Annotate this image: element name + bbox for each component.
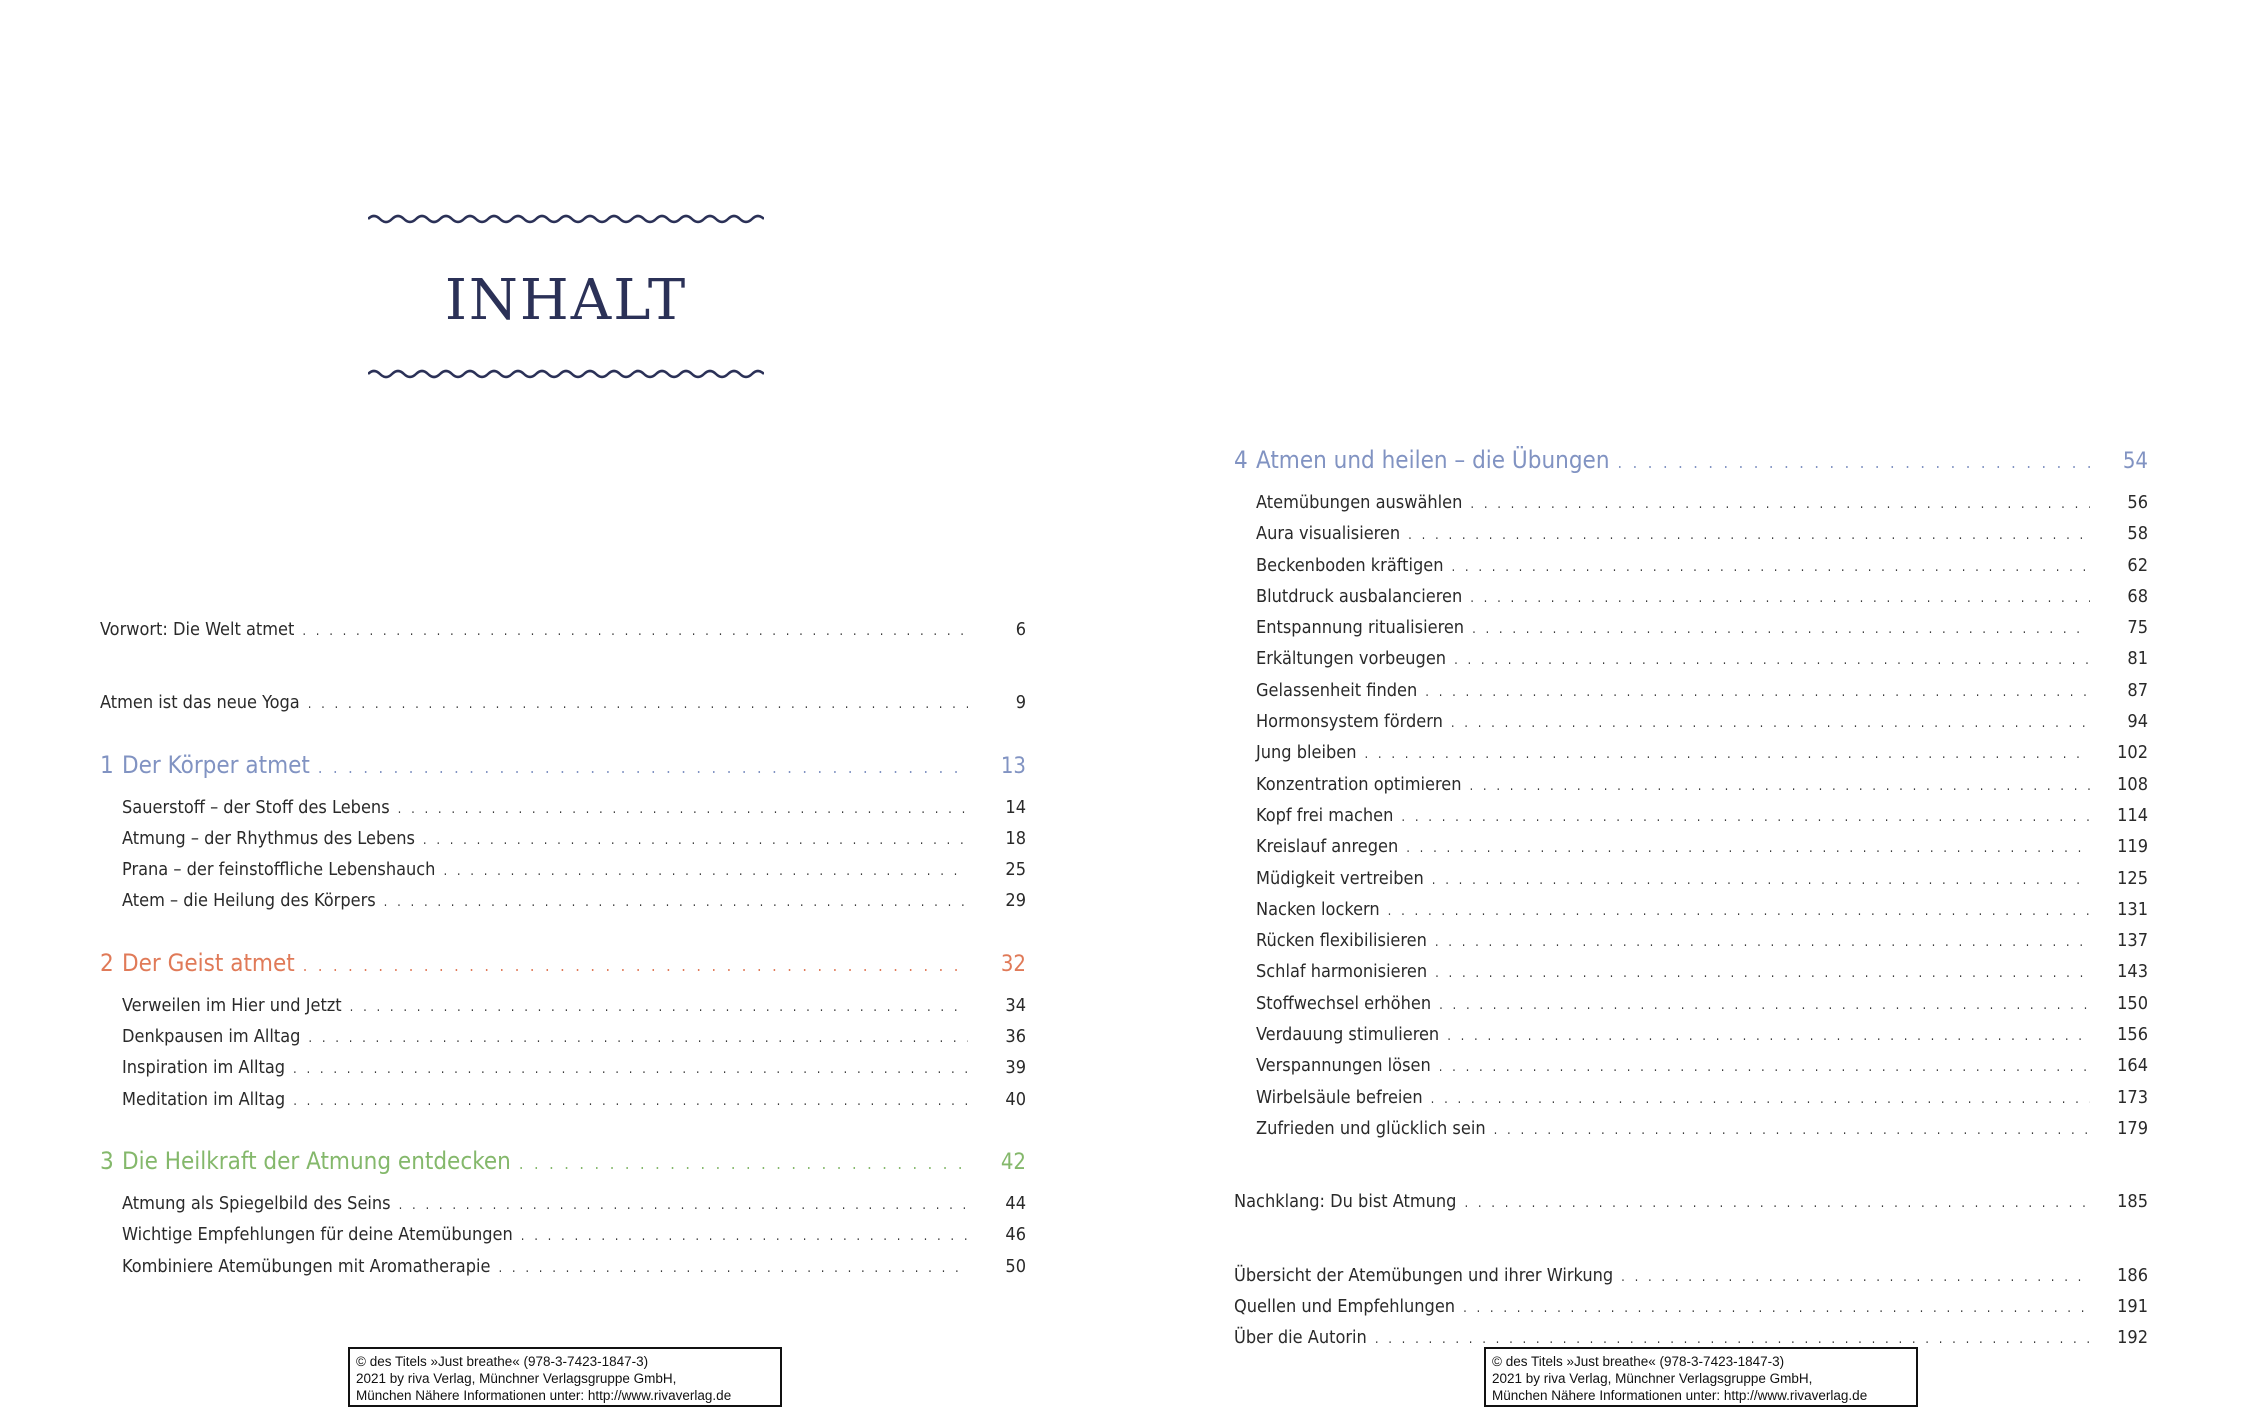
dot-leader [302, 617, 968, 646]
toc-entry-page: 94 [2127, 711, 2148, 733]
toc-entry-page: 173 [2117, 1086, 2148, 1108]
chapter-title: Die Heilkraft der Atmung entdecken [122, 1146, 511, 1175]
toc-entry-page: 131 [2117, 898, 2148, 920]
toc-entry-title: Wirbelsäule befreien [1256, 1086, 1423, 1108]
dot-leader [293, 1055, 968, 1084]
toc-entry[interactable] [1234, 957, 2148, 988]
dot-leader [398, 795, 968, 824]
dot-leader [1469, 772, 2090, 801]
chapter-page: 32 [1000, 951, 1026, 977]
toc-entry-title: Konzentration optimieren [1256, 773, 1462, 795]
toc-entry-page: 68 [2127, 585, 2148, 607]
toc-entry-title: Blutdruck ausbalancieren [1256, 585, 1463, 607]
dot-leader [1464, 1189, 2090, 1218]
dot-leader [1435, 928, 2090, 957]
toc-entry[interactable] [100, 1053, 1026, 1084]
toc-entry-title: Nacken lockern [1256, 898, 1380, 920]
toc-entry-title: Sauerstoff – der Stoff des Lebens [122, 796, 390, 818]
toc-entry-page: 75 [2127, 617, 2148, 639]
toc-entry-page: 137 [2117, 930, 2148, 952]
dot-leader [1401, 803, 2090, 832]
toc-entry[interactable] [100, 991, 1026, 1022]
dot-leader [1618, 446, 2090, 480]
toc-entry-title: Verdauung stimulieren [1256, 1024, 1440, 1046]
toc-entry[interactable] [1234, 1020, 2148, 1051]
toc-entry-page: 150 [2117, 992, 2148, 1014]
toc-entry-title: Aura visualisieren [1256, 523, 1401, 545]
toc-entry[interactable] [100, 855, 1026, 886]
toc-entry[interactable] [1234, 864, 2148, 895]
toc-entry[interactable] [1234, 1114, 2148, 1145]
toc-entry-title: Meditation im Alltag [122, 1088, 286, 1110]
toc-list-left [100, 615, 1026, 1283]
chapter-number: 1 [100, 750, 114, 779]
toc-chapter-3[interactable] [100, 1144, 1026, 1181]
toc-entry[interactable] [1234, 613, 2148, 644]
toc-entry-title: Kombiniere Atemübungen mit Aromatherapie [122, 1255, 491, 1277]
dot-leader [1494, 1116, 2090, 1145]
toc-chapter-1[interactable] [100, 748, 1026, 785]
toc-entry-title: Beckenboden kräftigen [1256, 554, 1444, 576]
toc-entry-title: Denkpausen im Alltag [122, 1026, 301, 1048]
dot-leader [1425, 678, 2090, 707]
toc-entry[interactable] [1234, 582, 2148, 613]
chapter-title: Der Körper atmet [122, 750, 310, 779]
toc-entry-title: Gelassenheit finden [1256, 679, 1418, 701]
toc-entry-page: 18 [1005, 827, 1026, 849]
chapter-page: 54 [2122, 449, 2148, 474]
toc-entry-title: Verweilen im Hier und Jetzt [122, 994, 342, 1016]
toc-entry[interactable] [100, 1189, 1026, 1220]
toc-entry-page: 58 [2127, 523, 2148, 545]
toc-entry-page: 6 [1015, 619, 1026, 640]
dot-leader [498, 1254, 968, 1283]
chapter-title: Atmen und heilen – die Übungen [1256, 446, 1610, 474]
dot-leader [399, 1191, 968, 1220]
toc-entry-title: Stoffwechsel erhöhen [1256, 992, 1432, 1014]
toc-entry-page: 119 [2117, 836, 2148, 858]
toc-entry[interactable] [100, 793, 1026, 824]
copyright-stamp [1484, 1347, 1918, 1407]
toc-entry-title: Zufrieden und glücklich sein [1256, 1117, 1486, 1139]
dot-leader [303, 949, 968, 983]
wave-ornament-bottom [368, 364, 764, 384]
toc-entry-page: 179 [2117, 1117, 2148, 1139]
toc-entry[interactable] [1234, 676, 2148, 707]
toc-entry-title: Atemübungen auswählen [1256, 492, 1463, 513]
dot-leader [350, 993, 968, 1022]
toc-entry[interactable] [1234, 770, 2148, 801]
toc-entry-title: Atmung als Spiegelbild des Seins [122, 1192, 391, 1214]
dot-leader [1470, 584, 2090, 613]
toc-chapter-2[interactable] [100, 946, 1026, 983]
dot-leader [1439, 991, 2090, 1020]
toc-entry[interactable] [1234, 801, 2148, 832]
toc-entry[interactable] [100, 824, 1026, 855]
toc-heading: INHALT [444, 268, 688, 333]
toc-entry-page: 185 [2117, 1191, 2148, 1213]
dot-leader [1452, 553, 2091, 582]
toc-entry-title: Kreislauf anregen [1256, 836, 1399, 858]
dot-leader [1408, 521, 2090, 550]
toc-entry-page: 39 [1005, 1057, 1026, 1079]
copyright-line: © des Titels »Just breathe« (978-3-7423-1847-3) [1492, 1354, 1785, 1369]
dot-leader [1432, 866, 2090, 895]
toc-entry-page: 186 [2117, 1264, 2148, 1286]
toc-entry-title: Atmen ist das neue Yoga [100, 692, 300, 714]
toc-entry-page: 125 [2117, 867, 2148, 889]
toc-entry-title: Vorwort: Die Welt atmet [100, 619, 295, 640]
toc-entry[interactable] [100, 1220, 1026, 1251]
toc-entry[interactable] [1234, 738, 2148, 769]
dot-leader [1439, 1053, 2090, 1082]
toc-entry[interactable] [1234, 1083, 2148, 1114]
dot-leader [1435, 959, 2090, 988]
chapter-page: 13 [1000, 753, 1026, 779]
toc-entry-page: 50 [1005, 1255, 1026, 1277]
toc-entry[interactable] [1234, 989, 2148, 1020]
toc-entry[interactable] [1234, 1187, 2148, 1218]
dot-leader [1365, 740, 2091, 769]
dot-leader [1388, 897, 2090, 926]
toc-entry[interactable] [1234, 895, 2148, 926]
dot-leader [1431, 1085, 2090, 1114]
dot-leader [1406, 834, 2090, 863]
dot-leader [521, 1222, 968, 1251]
copyright-line: 2021 by riva Verlag, Münchner Verlagsgruppe GmbH, [356, 1371, 677, 1386]
toc-entry[interactable] [100, 1022, 1026, 1053]
toc-entry-title: Verspannungen lösen [1256, 1055, 1431, 1077]
toc-entry-title: Entspannung ritualisieren [1256, 617, 1465, 639]
toc-entry-page: 29 [1005, 890, 1026, 912]
toc-entry-title: Schlaf harmonisieren [1256, 961, 1428, 983]
toc-entry-page: 9 [1015, 692, 1026, 714]
dot-leader [384, 888, 968, 917]
dot-leader [308, 1024, 968, 1053]
toc-entry-page: 34 [1005, 994, 1026, 1016]
chapter-page: 42 [1000, 1149, 1026, 1175]
toc-entry-page: 81 [2127, 648, 2148, 670]
toc-entry[interactable] [1234, 926, 2148, 957]
toc-entry-page: 156 [2117, 1024, 2148, 1046]
toc-entry-title: Inspiration im Alltag [122, 1057, 286, 1079]
chapter-number: 4 [1234, 446, 1248, 474]
dot-leader [1451, 709, 2090, 738]
toc-entry-page: 191 [2117, 1295, 2148, 1317]
toc-entry-title: Kopf frei machen [1256, 804, 1394, 826]
toc-entry[interactable] [1234, 551, 2148, 582]
toc-entry-title: Nachklang: Du bist Atmung [1234, 1191, 1457, 1213]
toc-entry-page: 108 [2117, 773, 2148, 795]
toc-entry[interactable] [1234, 519, 2148, 550]
toc-entry[interactable] [1234, 1292, 2148, 1323]
toc-entry-title: Müdigkeit vertreiben [1256, 867, 1424, 889]
dot-leader [318, 751, 968, 785]
toc-list-right [1234, 443, 2148, 1354]
toc-chapter-4[interactable] [1234, 443, 2148, 480]
toc-entry-page: 56 [2127, 492, 2148, 513]
dot-leader [308, 690, 968, 719]
toc-entry-page: 143 [2117, 961, 2148, 983]
toc-entry-title: Quellen und Empfehlungen [1234, 1295, 1456, 1317]
toc-entry-title: Hormonsystem fördern [1256, 711, 1443, 733]
toc-entry-page: 46 [1005, 1224, 1026, 1246]
dot-leader [1454, 646, 2090, 675]
chapter-number: 2 [100, 948, 114, 977]
copyright-line: 2021 by riva Verlag, Münchner Verlagsgruppe GmbH, [1492, 1371, 1813, 1386]
toc-entry[interactable] [100, 688, 1026, 719]
copyright-line: © des Titels »Just breathe« (978-3-7423-1847-3) [356, 1354, 649, 1369]
dot-leader [1463, 1294, 2090, 1323]
toc-entry-page: 44 [1005, 1192, 1026, 1214]
toc-entry[interactable] [1234, 644, 2148, 675]
toc-entry-title: Atem – die Heilung des Körpers [122, 890, 376, 912]
toc-entry-page: 87 [2127, 679, 2148, 701]
toc-entry[interactable] [100, 615, 1026, 646]
wave-ornament-top [368, 209, 764, 229]
right-page [1122, 0, 2244, 1417]
dot-leader [293, 1087, 968, 1116]
toc-entry-title: Über die Autorin [1234, 1327, 1367, 1349]
toc-entry[interactable] [1234, 832, 2148, 863]
dot-leader [519, 1147, 968, 1181]
toc-entry-page: 25 [1005, 859, 1026, 881]
toc-entry-title: Prana – der feinstoffliche Lebenshauch [122, 859, 436, 881]
toc-entry-page: 36 [1005, 1026, 1026, 1048]
toc-entry[interactable] [1234, 1051, 2148, 1082]
copyright-line: München Nähere Informationen unter: http://www.rivaverlag.de [356, 1388, 732, 1403]
toc-entry-title: Wichtige Empfehlungen für deine Atemübungen [122, 1224, 513, 1246]
dot-leader [1621, 1263, 2090, 1292]
toc-entry-page: 164 [2117, 1055, 2148, 1077]
toc-entry-page: 192 [2117, 1327, 2148, 1349]
toc-entry[interactable] [1234, 1261, 2148, 1292]
toc-entry-title: Übersicht der Atemübungen und ihrer Wirkung [1234, 1264, 1614, 1286]
copyright-line: München Nähere Informationen unter: http://www.rivaverlag.de [1492, 1388, 1868, 1403]
dot-leader [1472, 615, 2090, 644]
toc-entry[interactable] [100, 1085, 1026, 1116]
toc-entry-title: Jung bleiben [1256, 742, 1357, 764]
dot-leader [423, 826, 968, 855]
toc-entry-page: 62 [2127, 554, 2148, 576]
chapter-number: 3 [100, 1146, 114, 1175]
dot-leader [443, 857, 968, 886]
toc-entry-title: Erkältungen vorbeugen [1256, 648, 1447, 670]
dot-leader [1470, 490, 2090, 519]
toc-entry-page: 102 [2117, 742, 2148, 764]
dot-leader [1447, 1022, 2090, 1051]
copyright-stamp [348, 1347, 782, 1407]
toc-entry[interactable] [100, 886, 1026, 917]
toc-entry[interactable] [1234, 707, 2148, 738]
toc-entry-title: Atmung – der Rhythmus des Lebens [122, 827, 415, 849]
toc-entry[interactable] [1234, 488, 2148, 519]
toc-entry[interactable] [100, 1252, 1026, 1283]
chapter-title: Der Geist atmet [122, 948, 295, 977]
toc-entry-title: Rücken flexibilisieren [1256, 930, 1427, 952]
toc-entry-page: 14 [1005, 796, 1026, 818]
toc-entry-page: 40 [1005, 1088, 1026, 1110]
toc-entry-page: 114 [2117, 804, 2148, 826]
